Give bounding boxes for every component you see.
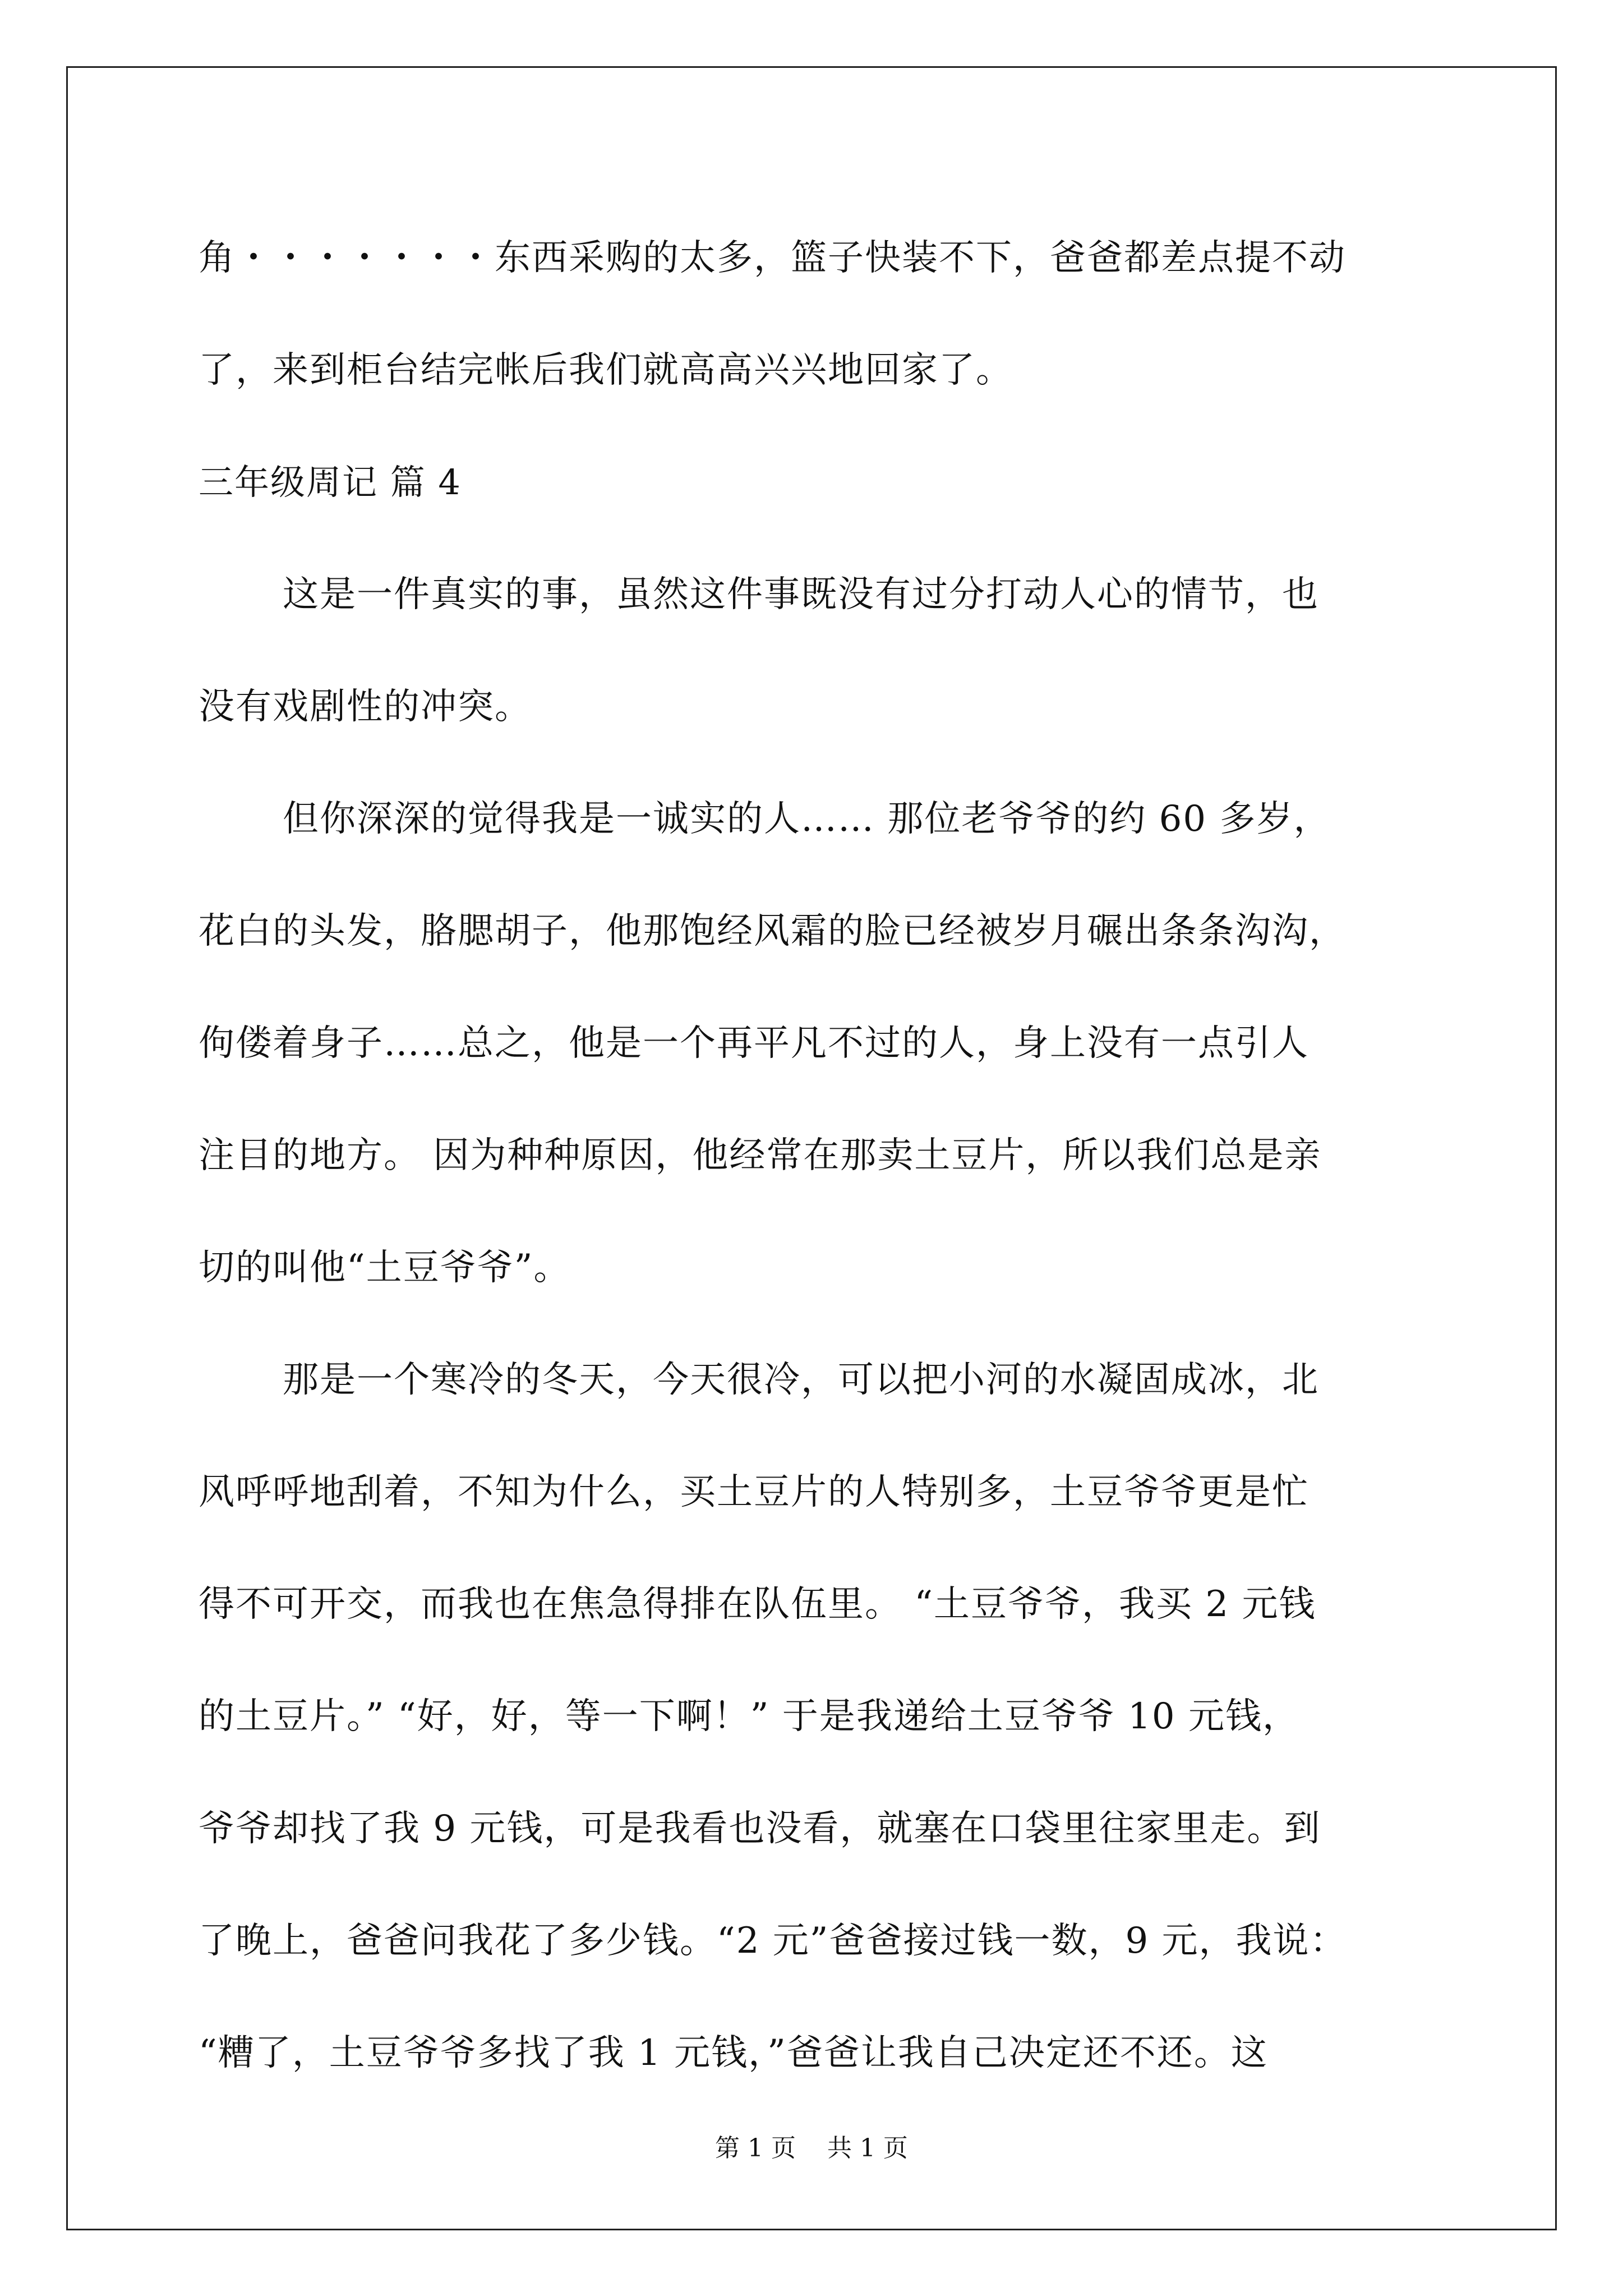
section-heading: 三年级周记 篇 4 <box>199 462 462 503</box>
paragraph-line: 角・・・・・・・东西采购的太多，篮子快装不下，爸爸都差点提不动 <box>199 237 1346 279</box>
document-body <box>199 202 1427 2109</box>
paragraph-line: 了晚上，爸爸问我花了多少钱。“2 元”爸爸接过钱一数，9 元，我说： <box>199 1920 1347 1962</box>
paragraph-line: 风呼呼地刮着，不知为什么，买土豆片的人特别多，土豆爷爷更是忙 <box>199 1471 1309 1513</box>
page-number-footer: 第 1 页 共 1 页 <box>715 2134 908 2162</box>
paragraph-line: 了，来到柜台结完帐后我们就高高兴兴地回家了。 <box>199 349 1013 391</box>
paragraph-line: 爷爷却找了我 9 元钱，可是我看也没看，就塞在口袋里往家里走。到 <box>199 1808 1321 1849</box>
paragraph-line: 但你深深的觉得我是一诚实的人…… 那位老爷爷的约 60 多岁， <box>283 798 1331 840</box>
paragraph-line: 注目的地方。 因为种种原因，他经常在那卖土豆片，所以我们总是亲 <box>199 1135 1322 1176</box>
paragraph-line: 花白的头发，胳腮胡子，他那饱经风霜的脸已经被岁月碾出条条沟沟， <box>199 910 1346 952</box>
paragraph-line: 的土豆片。” “好，好，等一下啊！” 于是我递给土豆爷爷 10 元钱， <box>199 1696 1299 1737</box>
paragraph-line: “糟了，土豆爷爷多找了我 1 元钱，”爸爸让我自己决定还不还。这 <box>199 2032 1268 2074</box>
paragraph-line: 那是一个寒冷的冬天，今天很冷，可以把小河的水凝固成冰，北 <box>283 1359 1319 1401</box>
paragraph-line: 这是一件真实的事，虽然这件事既没有过分打动人心的情节，也 <box>283 574 1319 615</box>
paragraph-line: 佝偻着身子……总之，他是一个再平凡不过的人，身上没有一点引人 <box>199 1023 1309 1064</box>
paragraph-line: 切的叫他“土豆爷爷”。 <box>199 1247 571 1289</box>
paragraph-line: 没有戏剧性的冲突。 <box>199 686 532 728</box>
paragraph-line: 得不可开交，而我也在焦急得排在队伍里。 “土豆爷爷，我买 2 元钱 <box>199 1584 1316 1625</box>
